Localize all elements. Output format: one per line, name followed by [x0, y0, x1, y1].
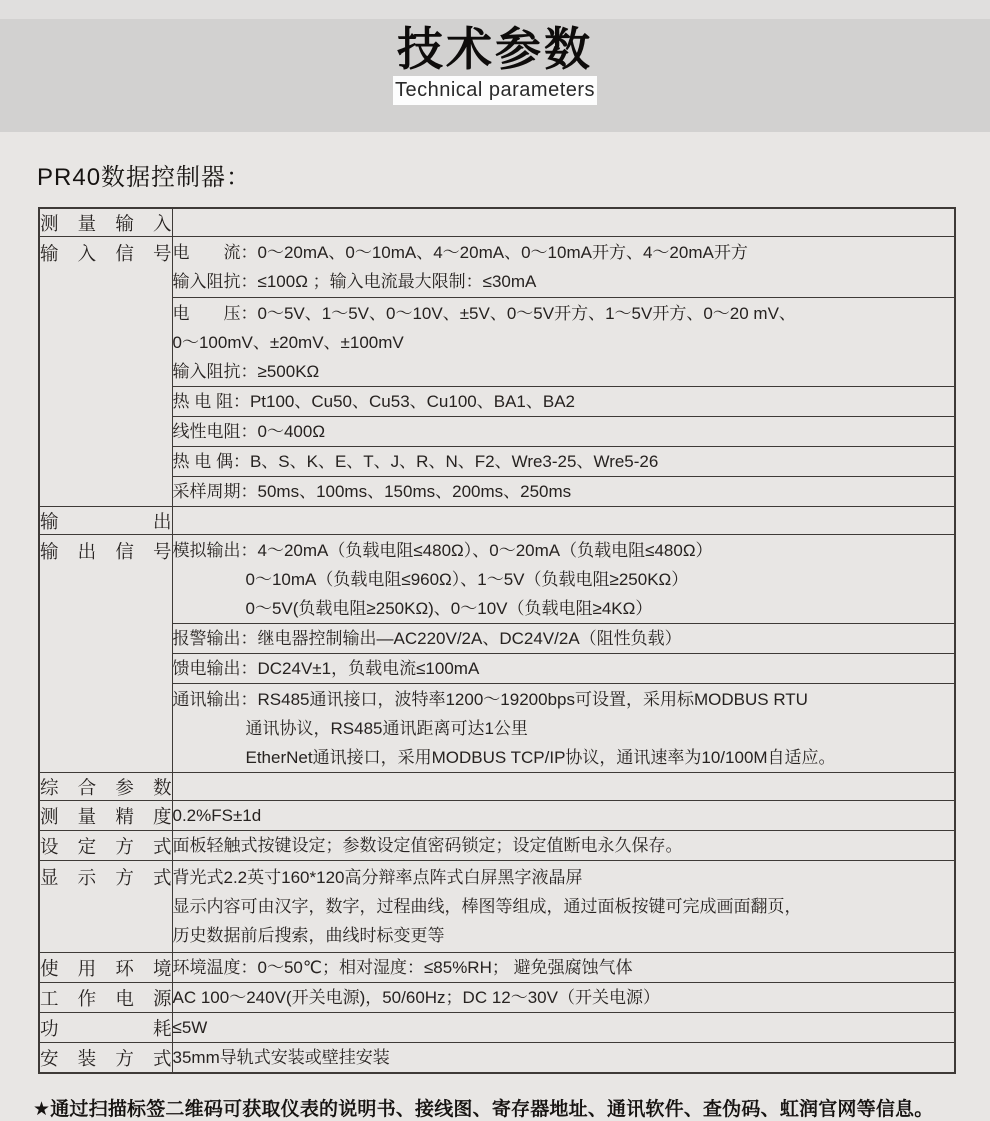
- spec-line: 电 流：0～20mA、0～10mA、4～20mA、0～10mA开方、4～20mA开方: [172, 243, 748, 262]
- row-label-cell: [39, 953, 172, 983]
- row-label-consumption: 功耗: [40, 1017, 172, 1039]
- hero-band: [0, 19, 990, 132]
- table-row-thermocouple: [39, 447, 955, 477]
- table-row-power: [39, 983, 955, 1013]
- page-subtitle-highlight: [393, 76, 597, 105]
- table-row-input-voltage: [39, 298, 955, 387]
- section-label-cell: [39, 208, 172, 237]
- spec-table: [38, 207, 956, 1074]
- section-label: 输出: [40, 510, 172, 532]
- row-label-mounting: 安装方式: [40, 1047, 172, 1069]
- row-label-output-signal-cell: [39, 535, 172, 773]
- spec-value-environment: [172, 953, 955, 983]
- table-row-feed-output: [39, 654, 955, 684]
- spec-line: 热 电 阻：Pt100、Cu50、Cu53、Cu100、BA1、BA2: [172, 392, 576, 411]
- spec-line: 历史数据前后搜索，曲线时标变更等: [172, 926, 445, 945]
- table-row-display: [39, 861, 955, 953]
- row-label-display: 显示方式: [40, 867, 172, 888]
- section-label-cell: [39, 773, 172, 801]
- spec-value-feed: [172, 654, 955, 684]
- spec-value-consumption: [172, 1013, 955, 1043]
- section-row-output: [39, 507, 955, 535]
- spec-line: 环境温度：0～50℃；相对湿度：≤85%RH； 避免强腐蚀气体: [172, 958, 633, 977]
- spec-line: ≤5W: [172, 1018, 208, 1037]
- section-row-measure-input: [39, 208, 955, 237]
- spec-line: 报警输出：继电器控制输出—AC220V/2A、DC24V/2A（阻性负载）: [172, 629, 682, 648]
- section-label-cell: [39, 507, 172, 535]
- spec-line: 35mm导轨式安装或壁挂安装: [172, 1048, 390, 1067]
- spec-value-sampling: [172, 477, 955, 507]
- row-label-environment: 使用环境: [40, 957, 172, 979]
- spec-line: 0.2%FS±1d: [172, 806, 262, 825]
- row-label-cell: [39, 831, 172, 861]
- row-label-setting: 设定方式: [40, 835, 172, 857]
- content-area: [0, 157, 990, 1121]
- section-empty-cell: [172, 773, 955, 801]
- spec-line: 显示内容可由汉字，数字，过程曲线，棒图等组成，通过面板按键可完成画面翻页，: [172, 897, 802, 916]
- table-row-alarm-output: [39, 624, 955, 654]
- row-label-accuracy: 测量精度: [40, 805, 172, 827]
- spec-value-linear: [172, 417, 955, 447]
- section-empty-cell: [172, 208, 955, 237]
- spec-line: 通讯协议，RS485通讯距离可达1公里: [245, 718, 528, 738]
- spec-value-setting: [172, 831, 955, 861]
- spec-value-analog: [172, 535, 955, 624]
- spec-line: 背光式2.2英寸160*120高分辩率点阵式白屏黑字液晶屏: [172, 868, 583, 887]
- spec-line: 0～10mA（负载电阻≤960Ω）、1～5V（负载电阻≥250KΩ）: [245, 569, 689, 589]
- spec-line: 馈电输出：DC24V±1，负载电流≤100mA: [172, 659, 480, 678]
- spec-value-accuracy: [172, 801, 955, 831]
- table-row-rtd: [39, 387, 955, 417]
- table-row-setting: [39, 831, 955, 861]
- product-heading: PR40数据控制器：: [37, 164, 252, 191]
- spec-value-thermocouple: [172, 447, 955, 477]
- section-empty-cell: [172, 507, 955, 535]
- row-label-cell: [39, 983, 172, 1013]
- row-label-cell: [39, 1013, 172, 1043]
- spec-line: 通讯输出：RS485通讯接口，波特率1200～19200bps可设置，采用标MODBUS RTU: [172, 689, 808, 709]
- top-strip: [0, 0, 990, 19]
- spec-value-voltage: [172, 298, 955, 387]
- spec-line: AC 100～240V(开关电源)，50/60Hz；DC 12～30V（开关电源）: [172, 988, 660, 1007]
- spec-line: 0～5V(负载电阻≥250KΩ)、0～10V（负载电阻≥4KΩ）: [245, 598, 653, 618]
- spec-line: 采样周期：50ms、100ms、150ms、200ms、250ms: [172, 482, 572, 501]
- table-row-consumption: [39, 1013, 955, 1043]
- table-row-accuracy: [39, 801, 955, 831]
- section-row-general: [39, 773, 955, 801]
- row-label-input-signal: 输入信号: [40, 243, 172, 264]
- spec-line: 模拟输出：4～20mA（负载电阻≤480Ω）、0～20mA（负载电阻≤480Ω）: [172, 540, 713, 560]
- row-label-cell: [39, 1043, 172, 1074]
- row-label-output-signal: 输出信号: [40, 541, 172, 562]
- table-row-comm-output: [39, 684, 955, 773]
- spec-line: 输入阻抗：≤100Ω ；输入电流最大限制：≤30mA: [172, 272, 537, 291]
- table-row-sampling: [39, 477, 955, 507]
- spec-value-power: [172, 983, 955, 1013]
- table-row-mounting: [39, 1043, 955, 1074]
- table-row-input-current: [39, 237, 955, 298]
- row-label-power: 工作电源: [40, 987, 172, 1009]
- spec-value-mounting: [172, 1043, 955, 1074]
- table-row-linear-resistance: [39, 417, 955, 447]
- row-label-input-signal-cell: [39, 237, 172, 507]
- section-label: 测量输入: [40, 212, 172, 234]
- spec-line: 热 电 偶：B、S、K、E、T、J、R、N、F2、Wre3-25、Wre5-26: [172, 452, 659, 471]
- spec-line: 0～100mV、±20mV、±100mV: [172, 332, 404, 352]
- spec-line: EtherNet通讯接口，采用MODBUS TCP/IP协议，通讯速率为10/100M自适应。: [245, 747, 836, 767]
- spec-line: 输入阻抗：≥500KΩ: [172, 361, 320, 381]
- page-subtitle: Technical parameters: [394, 79, 596, 101]
- row-label-cell: [39, 861, 172, 953]
- spec-value-current: [172, 237, 955, 298]
- table-row-analog-output: [39, 535, 955, 624]
- spec-value-rtd: [172, 387, 955, 417]
- spec-value-display: [172, 861, 955, 953]
- table-row-environment: [39, 953, 955, 983]
- page-title: 技术参数: [397, 23, 593, 75]
- spec-line: 线性电阻：0～400Ω: [172, 422, 326, 441]
- section-label: 综合参数: [40, 776, 172, 798]
- qr-footnote: ★通过扫描标签二维码可获取仪表的说明书、接线图、寄存器地址、通讯软件、查伪码、虹润官网等信息。: [33, 1099, 934, 1120]
- spec-value-comm: [172, 684, 955, 773]
- spec-value-alarm: [172, 624, 955, 654]
- row-label-cell: [39, 801, 172, 831]
- spec-line: 电 压：0～5V、1～5V、0～10V、±5V、0～5V开方、1～5V开方、0～20 mV、: [172, 303, 796, 323]
- spec-line: 面板轻触式按键设定；参数设定值密码锁定；设定值断电永久保存。: [172, 836, 683, 855]
